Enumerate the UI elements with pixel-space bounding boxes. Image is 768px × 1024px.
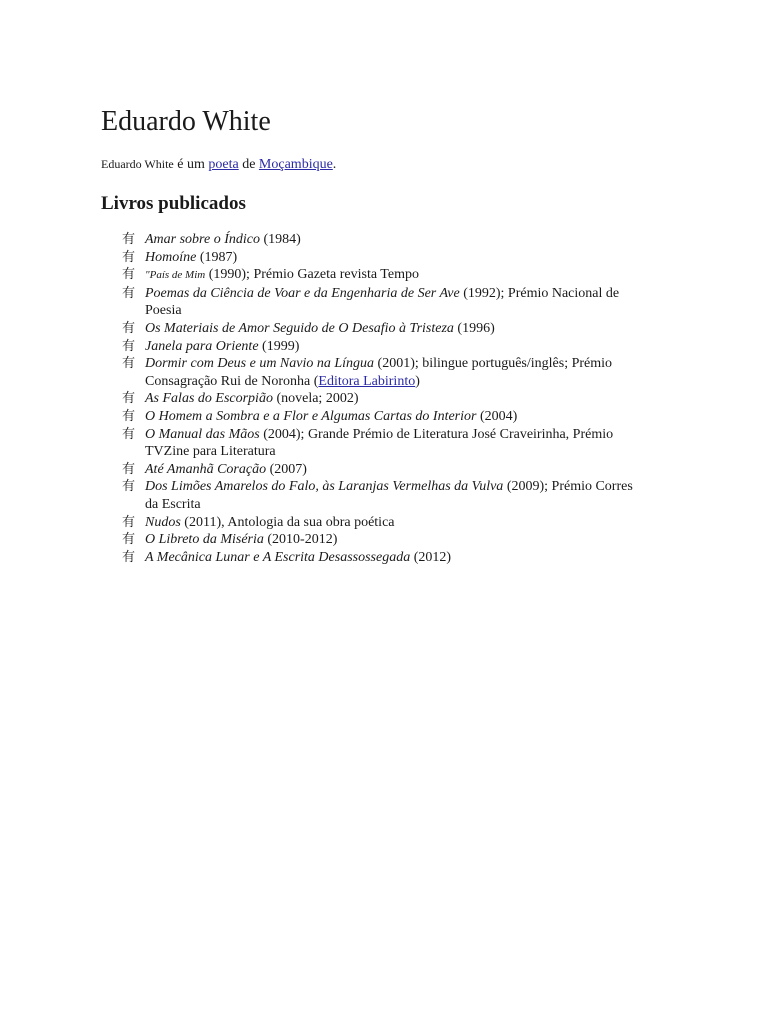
page-title: Eduardo White	[101, 106, 271, 137]
list-item	[101, 231, 646, 249]
bullet-icon: 有	[122, 391, 136, 407]
intro-paragraph	[101, 154, 336, 175]
book-details: (2007)	[266, 461, 307, 477]
book-details: (1984)	[259, 232, 301, 247]
book-title: Janela para Oriente	[145, 338, 259, 354]
book-details: (1996)	[453, 320, 495, 336]
bullet-icon: 有	[122, 514, 136, 530]
poeta-link[interactable]: poeta	[208, 157, 239, 172]
book-title: As Falas do Escorpião	[145, 391, 273, 407]
editora-labirinto-link[interactable]: Editora Labirinto	[318, 373, 416, 389]
list-item	[101, 531, 646, 549]
list-item	[101, 426, 646, 461]
bullet-icon: 有	[122, 249, 136, 265]
book-details: (2010-2012)	[263, 532, 338, 548]
book-title: Dos Limões Amarelos do Falo, às Laranjas Vermelhas da Vulva	[145, 479, 504, 495]
book-details: (1987)	[196, 249, 238, 265]
bullet-icon: 有	[122, 461, 136, 477]
bullet-icon: 有	[122, 532, 136, 548]
list-item	[101, 549, 646, 567]
book-details: (2011), Antologia da sua obra poética	[180, 514, 395, 530]
book-title: Os Materiais de Amor Seguido de O Desafio à Tristeza	[145, 320, 454, 336]
book-title: Até Amanhã Coração	[145, 461, 267, 477]
list-item	[101, 320, 646, 338]
bullet-icon: 有	[122, 267, 136, 283]
list-item	[101, 390, 646, 408]
list-item	[101, 338, 646, 356]
list-item	[101, 408, 646, 426]
book-title: Homoíne	[145, 249, 197, 265]
book-title: O Homem a Sombra e a Flor e Algumas Cartas do Interior	[145, 408, 477, 424]
book-title: Dormir com Deus e um Navio na Língua	[145, 356, 375, 372]
list-item	[101, 478, 646, 513]
intro-end: .	[332, 157, 337, 172]
mocambique-link[interactable]: Moçambique	[258, 157, 333, 172]
section-heading-livros: Livros publicados	[101, 193, 246, 214]
list-item	[101, 514, 646, 532]
bullet-icon: 有	[122, 549, 136, 565]
book-details: (2009); Prémio Corres da Escrita	[145, 479, 633, 512]
book-title: Poemas da Ciência de Voar e da Engenharia de Ser Ave	[145, 285, 460, 301]
list-item	[101, 285, 646, 320]
book-title: A Mecânica Lunar e A Escrita Desassossegada	[145, 549, 411, 565]
book-title: Nudos	[145, 514, 181, 530]
book-details: (1990); Prémio Gazeta revista Tempo	[205, 267, 419, 283]
book-details: (2004); Grande Prémio de Literatura José Craveirinha, Prémio TVZine para Literatura	[145, 426, 614, 460]
bullet-icon: 有	[122, 285, 136, 301]
list-item	[101, 249, 646, 267]
bullet-icon: 有	[122, 408, 136, 424]
book-details: (2012)	[410, 549, 452, 565]
bullet-icon: 有	[122, 338, 136, 354]
book-details: (novela; 2002)	[272, 391, 359, 407]
book-details: (1999)	[258, 338, 300, 354]
book-title: Amar sobre o Índico	[145, 232, 260, 247]
book-title: "País de Mim	[145, 269, 206, 282]
intro-mid: de	[238, 157, 259, 172]
book-title: O Manual das Mãos	[145, 426, 260, 442]
bullet-icon: 有	[122, 232, 136, 247]
book-title: O Libreto da Miséria	[145, 532, 264, 548]
bullet-icon: 有	[122, 479, 136, 495]
book-details: (2004)	[476, 408, 518, 424]
book-details: (2001); bilingue português/inglês; Prémio Consagração Rui de Noronha (	[145, 356, 613, 389]
book-details: (1992); Prémio Nacional de Poesia	[145, 285, 620, 319]
list-item	[101, 355, 646, 390]
bullet-icon: 有	[122, 320, 136, 336]
bullet-icon: 有	[122, 356, 136, 372]
intro-verb: é um	[173, 157, 209, 172]
list-item	[101, 266, 646, 285]
list-item	[101, 461, 646, 479]
intro-subject: Eduardo White	[101, 157, 174, 171]
book-details-close: )	[415, 373, 420, 389]
books-list	[101, 231, 646, 566]
bullet-icon: 有	[122, 426, 136, 442]
